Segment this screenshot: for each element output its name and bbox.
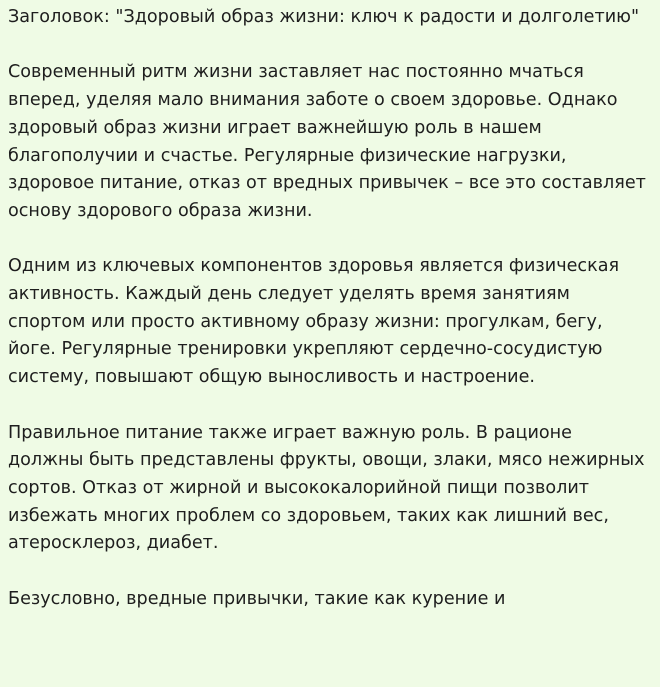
- paragraph-nutrition: Правильное питание также играет важную роль. В рационе должны быть представлены фрукты, овощи, злаки, мясо нежирных сортов. Отказ от жирной и высококалорийной пищи позволит избежать многих проблем со здоровьем, таких как лишний вес, атеросклероз, диабет.: [8, 422, 645, 554]
- paragraph-physical-activity: Одним из ключевых компонентов здоровья является физическая активность. Каждый день следует уделять время занятиям спортом или просто активному образу жизни: прогулкам, бегу, йоге. Регулярные тренировки укрепляют сердечно-сосудистую систему, повышают общую выносливость и настроение.: [8, 256, 620, 388]
- paragraph-modern-rhythm: Современный ритм жизни заставляет нас постоянно мчаться вперед, уделяя мало внимания заботе о своем здоровье. Однако здоровый образ жизни играет важнейшую роль в нашем благополучии и счастье. Регулярные физические нагрузки, здоровое питание, отказ от вредных привычек – все это составляет основу здорового образа жизни.: [8, 62, 646, 221]
- paragraph-bad-habits: Безусловно, вредные привычки, такие как курение и: [8, 588, 506, 609]
- message-heading: Заголовок: "Здоровый образ жизни: ключ к радости и долголетию": [8, 7, 640, 27]
